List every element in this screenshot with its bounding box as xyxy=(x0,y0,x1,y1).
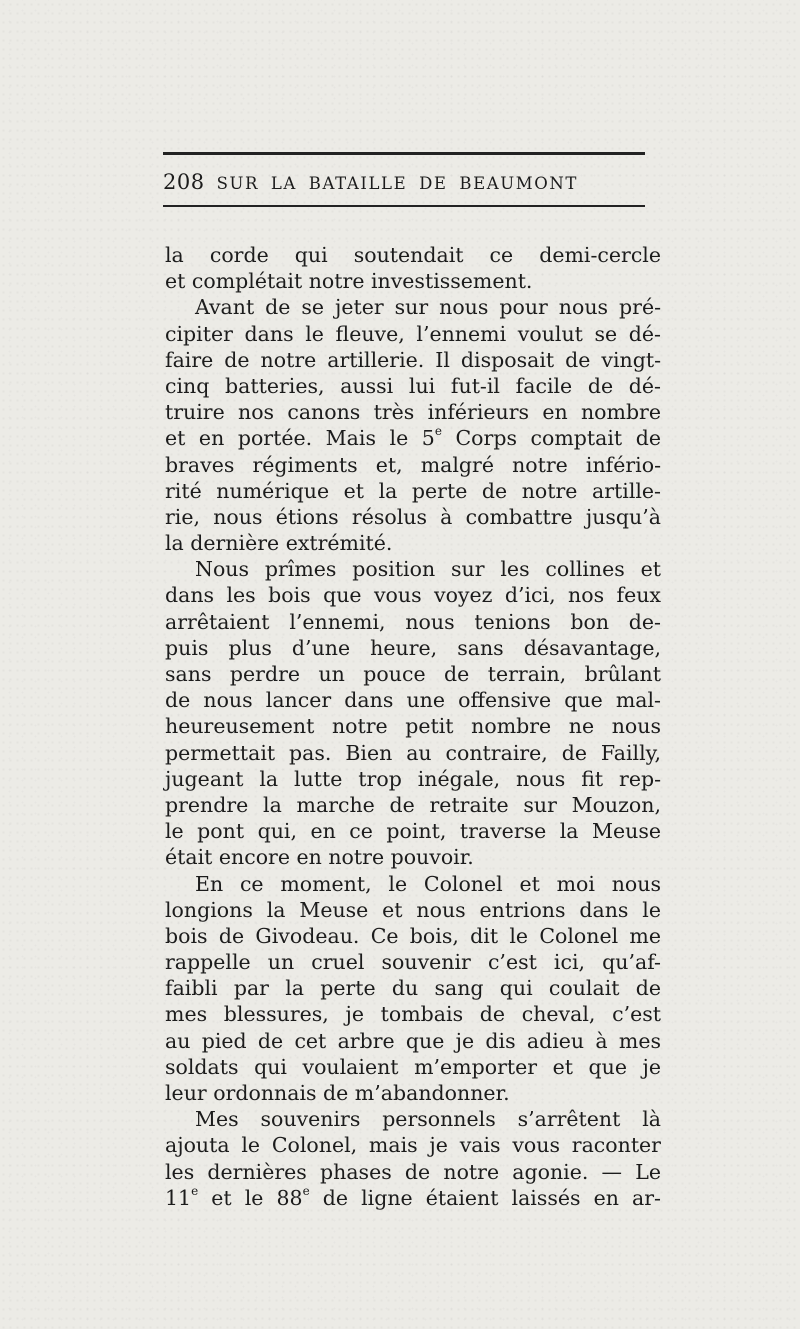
text-line xyxy=(165,975,661,1001)
running-title: SUR LA BATAILLE DE BEAUMONT xyxy=(216,174,579,193)
line-text: braves régiments et, malgré notre infério- xyxy=(165,452,661,477)
ordinal-superscript: e xyxy=(434,424,442,439)
line-text: sans perdre un pouce de terrain, brûlant xyxy=(165,662,661,686)
text-line xyxy=(165,1028,661,1054)
text-line xyxy=(165,687,661,713)
line-text: dans les bois que vous voyez d’ici, nos feux xyxy=(165,583,661,608)
line-text: Avant de se jeter sur nous pour nous pré- xyxy=(195,295,661,320)
line-text: rie, nous étions résolus à combattre jusqu’à xyxy=(165,504,661,529)
text-line xyxy=(165,792,661,818)
text-line xyxy=(165,425,661,451)
line-text: truire nos canons très inférieurs en nombre xyxy=(165,400,661,425)
line-text: leur ordonnais de m’abandonner. xyxy=(165,1081,510,1105)
line-text: longions la Meuse et nous entrions dans le xyxy=(165,897,661,922)
line-text: permettait pas. Bien au contraire, de Failly, xyxy=(165,740,661,765)
text-line xyxy=(165,609,661,635)
line-text-continued: et le 88 xyxy=(198,1185,303,1210)
text-line xyxy=(165,321,661,347)
text-line xyxy=(165,818,661,844)
text-line xyxy=(165,844,661,870)
text-line xyxy=(165,1159,661,1185)
line-text: arrêtaient l’ennemi, nous tenions bon de- xyxy=(165,609,661,634)
header-rule-bottom xyxy=(163,205,645,207)
text-line xyxy=(165,1001,661,1027)
line-text: En ce moment, le Colonel et moi nous xyxy=(195,871,661,896)
line-text: faibli par la perte du sang qui coulait de xyxy=(165,976,661,1001)
line-text: mes blessures, je tombais de cheval, c’est xyxy=(165,1002,661,1027)
text-line xyxy=(165,399,661,425)
text-line xyxy=(165,635,661,661)
text-line xyxy=(165,347,661,373)
text-line xyxy=(165,897,661,923)
text-line xyxy=(165,766,661,792)
text-line xyxy=(165,661,661,687)
text-line xyxy=(165,1185,661,1211)
line-text: ajouta le Colonel, mais je vais vous raconter xyxy=(165,1133,661,1158)
text-line xyxy=(165,923,661,949)
page-number: 208 xyxy=(163,170,205,194)
line-text: puis plus d’une heure, sans désavantage, xyxy=(165,635,661,660)
line-text: jugeant la lutte trop inégale, nous fit rep- xyxy=(165,766,661,791)
line-text: cipiter dans le fleuve, l’ennemi voulut se dé- xyxy=(165,321,661,346)
line-text: 11 xyxy=(165,1185,192,1210)
line-text: le pont qui, en ce point, traverse la Meuse xyxy=(165,819,661,844)
text-line xyxy=(165,294,661,320)
line-text: était encore en notre pouvoir. xyxy=(165,845,474,870)
text-line xyxy=(165,1106,661,1132)
line-text: bois de Givodeau. Ce bois, dit le Colonel me xyxy=(165,923,661,948)
header-rule-top xyxy=(163,152,645,155)
line-text: soldats qui voulaient m’emporter et que je xyxy=(165,1054,661,1079)
line-text: les dernières phases de notre agonie. — Le xyxy=(165,1159,661,1184)
body-text xyxy=(165,242,661,1211)
line-text-continued: Corps comptait de xyxy=(441,426,661,451)
ordinal-superscript: e xyxy=(191,1183,199,1198)
text-line xyxy=(165,242,661,268)
line-text: rappelle un cruel souvenir c’est ici, qu’af- xyxy=(165,950,661,975)
text-line xyxy=(165,1132,661,1158)
line-text: la corde qui soutendait ce demi-cercle xyxy=(165,243,661,267)
text-line xyxy=(165,740,661,766)
text-line xyxy=(165,530,661,556)
text-line xyxy=(165,268,661,294)
text-line xyxy=(165,373,661,399)
running-head xyxy=(163,170,645,200)
ordinal-superscript: e xyxy=(302,1183,310,1198)
text-line xyxy=(165,1080,661,1106)
text-line xyxy=(165,582,661,608)
line-text: heureusement notre petit nombre ne nous xyxy=(165,714,661,739)
text-line xyxy=(165,504,661,530)
line-text: et en portée. Mais le 5 xyxy=(165,426,435,451)
line-text: Nous prîmes position sur les collines et xyxy=(195,557,661,582)
line-text: de nous lancer dans une offensive que mal- xyxy=(165,688,661,713)
text-line xyxy=(165,452,661,478)
line-text: faire de notre artillerie. Il disposait de vingt- xyxy=(165,347,661,372)
text-line xyxy=(165,713,661,739)
line-text: la dernière extrémité. xyxy=(165,531,393,556)
line-text: au pied de cet arbre que je dis adieu à mes xyxy=(165,1028,661,1053)
text-line xyxy=(165,478,661,504)
text-line xyxy=(165,871,661,897)
line-text: rité numérique et la perte de notre artille- xyxy=(165,478,661,503)
line-text: prendre la marche de retraite sur Mouzon, xyxy=(165,792,661,817)
line-text: Mes souvenirs personnels s’arrêtent là xyxy=(195,1107,661,1132)
line-text: et complétait notre investissement. xyxy=(165,269,533,294)
text-line xyxy=(165,556,661,582)
line-text-continued: de ligne étaient laissés en ar- xyxy=(309,1185,661,1210)
text-line xyxy=(165,1054,661,1080)
line-text: cinq batteries, aussi lui fut-il facile de dé- xyxy=(165,373,661,398)
text-line xyxy=(165,949,661,975)
